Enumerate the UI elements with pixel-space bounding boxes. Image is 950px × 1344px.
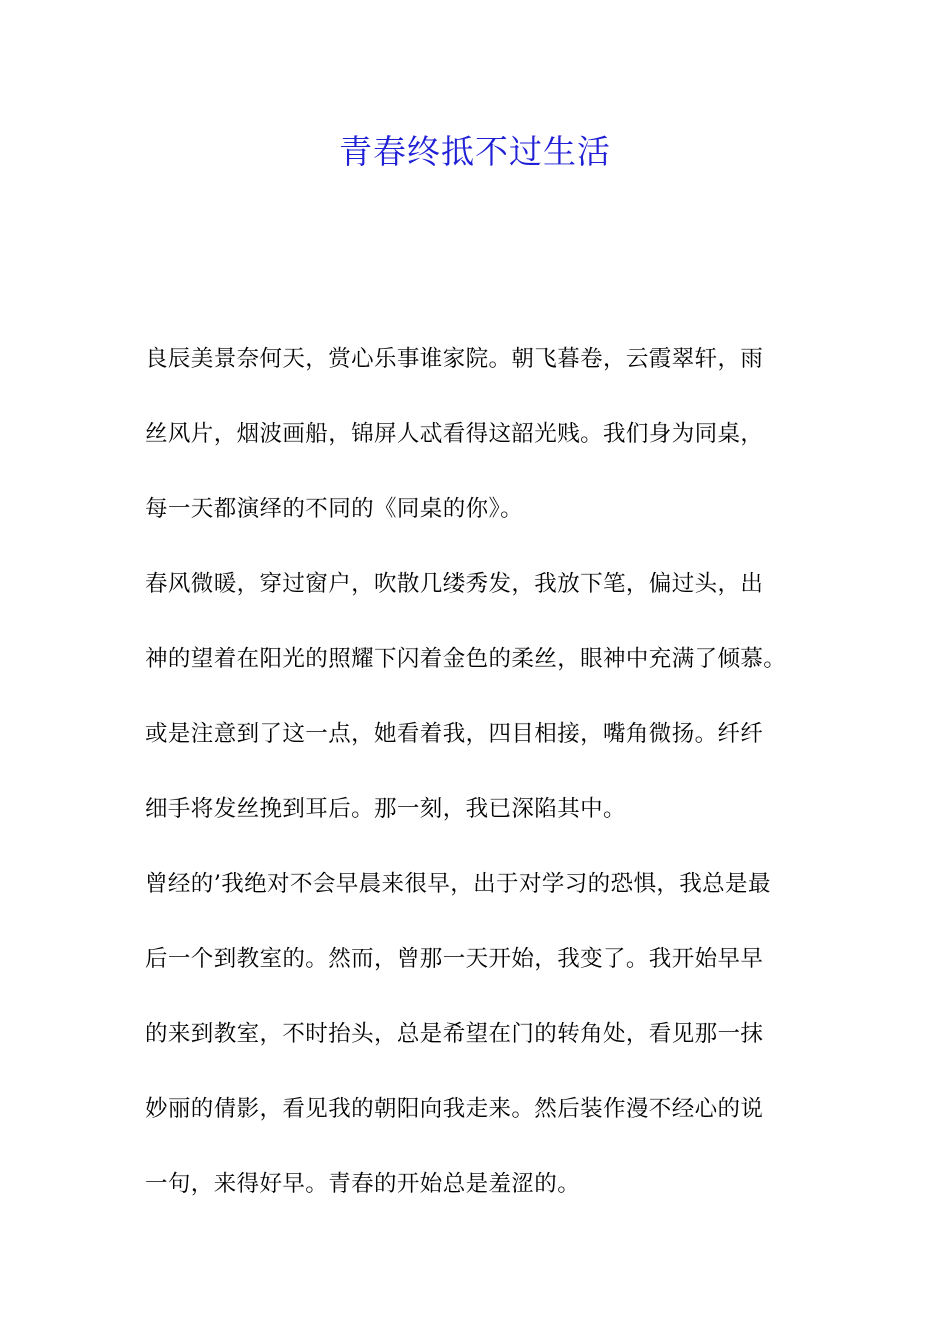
text-line: 丝风片，烟波画船，锦屏人忒看得这韶光贱。我们身为同桌， [145, 421, 764, 447]
text-line: 一句，来得好早。青春的开始总是羞涩的。 [145, 1171, 581, 1197]
text-line: 神的望着在阳光的照耀下闪着金色的柔丝，眼神中充满了倾慕。 [145, 646, 787, 672]
text-line: 的来到教室，不时抬头，总是希望在门的转角处，看见那一抹 [145, 1021, 764, 1047]
text-line: 每一天都演绎的不同的《同桌的你》。 [145, 496, 524, 522]
document-body [145, 334, 835, 1234]
text-line: 春风微暖，穿过窗户，吹散几缕秀发，我放下笔，偏过头，出 [145, 571, 764, 597]
document-title: 青春终抵不过生活 [339, 132, 611, 171]
text-line: 良辰美景奈何天，赏心乐事谁家院。朝飞暮卷，云霞翠轩，雨 [145, 346, 764, 372]
text-line: 或是注意到了这一点，她看着我，四目相接，嘴角微扬。纤纤 [145, 721, 764, 747]
text-line: 曾经的’我绝对不会早晨来很早，出于对学习的恐惧，我总是最 [145, 871, 771, 897]
text-line: 细手将发丝挽到耳后。那一刻，我已深陷其中。 [145, 796, 626, 822]
text-line: 妙丽的倩影，看见我的朝阳向我走来。然后装作漫不经心的说 [145, 1096, 764, 1122]
text-line: 后一个到教室的。然而，曾那一天开始，我变了。我开始早早 [145, 946, 764, 972]
